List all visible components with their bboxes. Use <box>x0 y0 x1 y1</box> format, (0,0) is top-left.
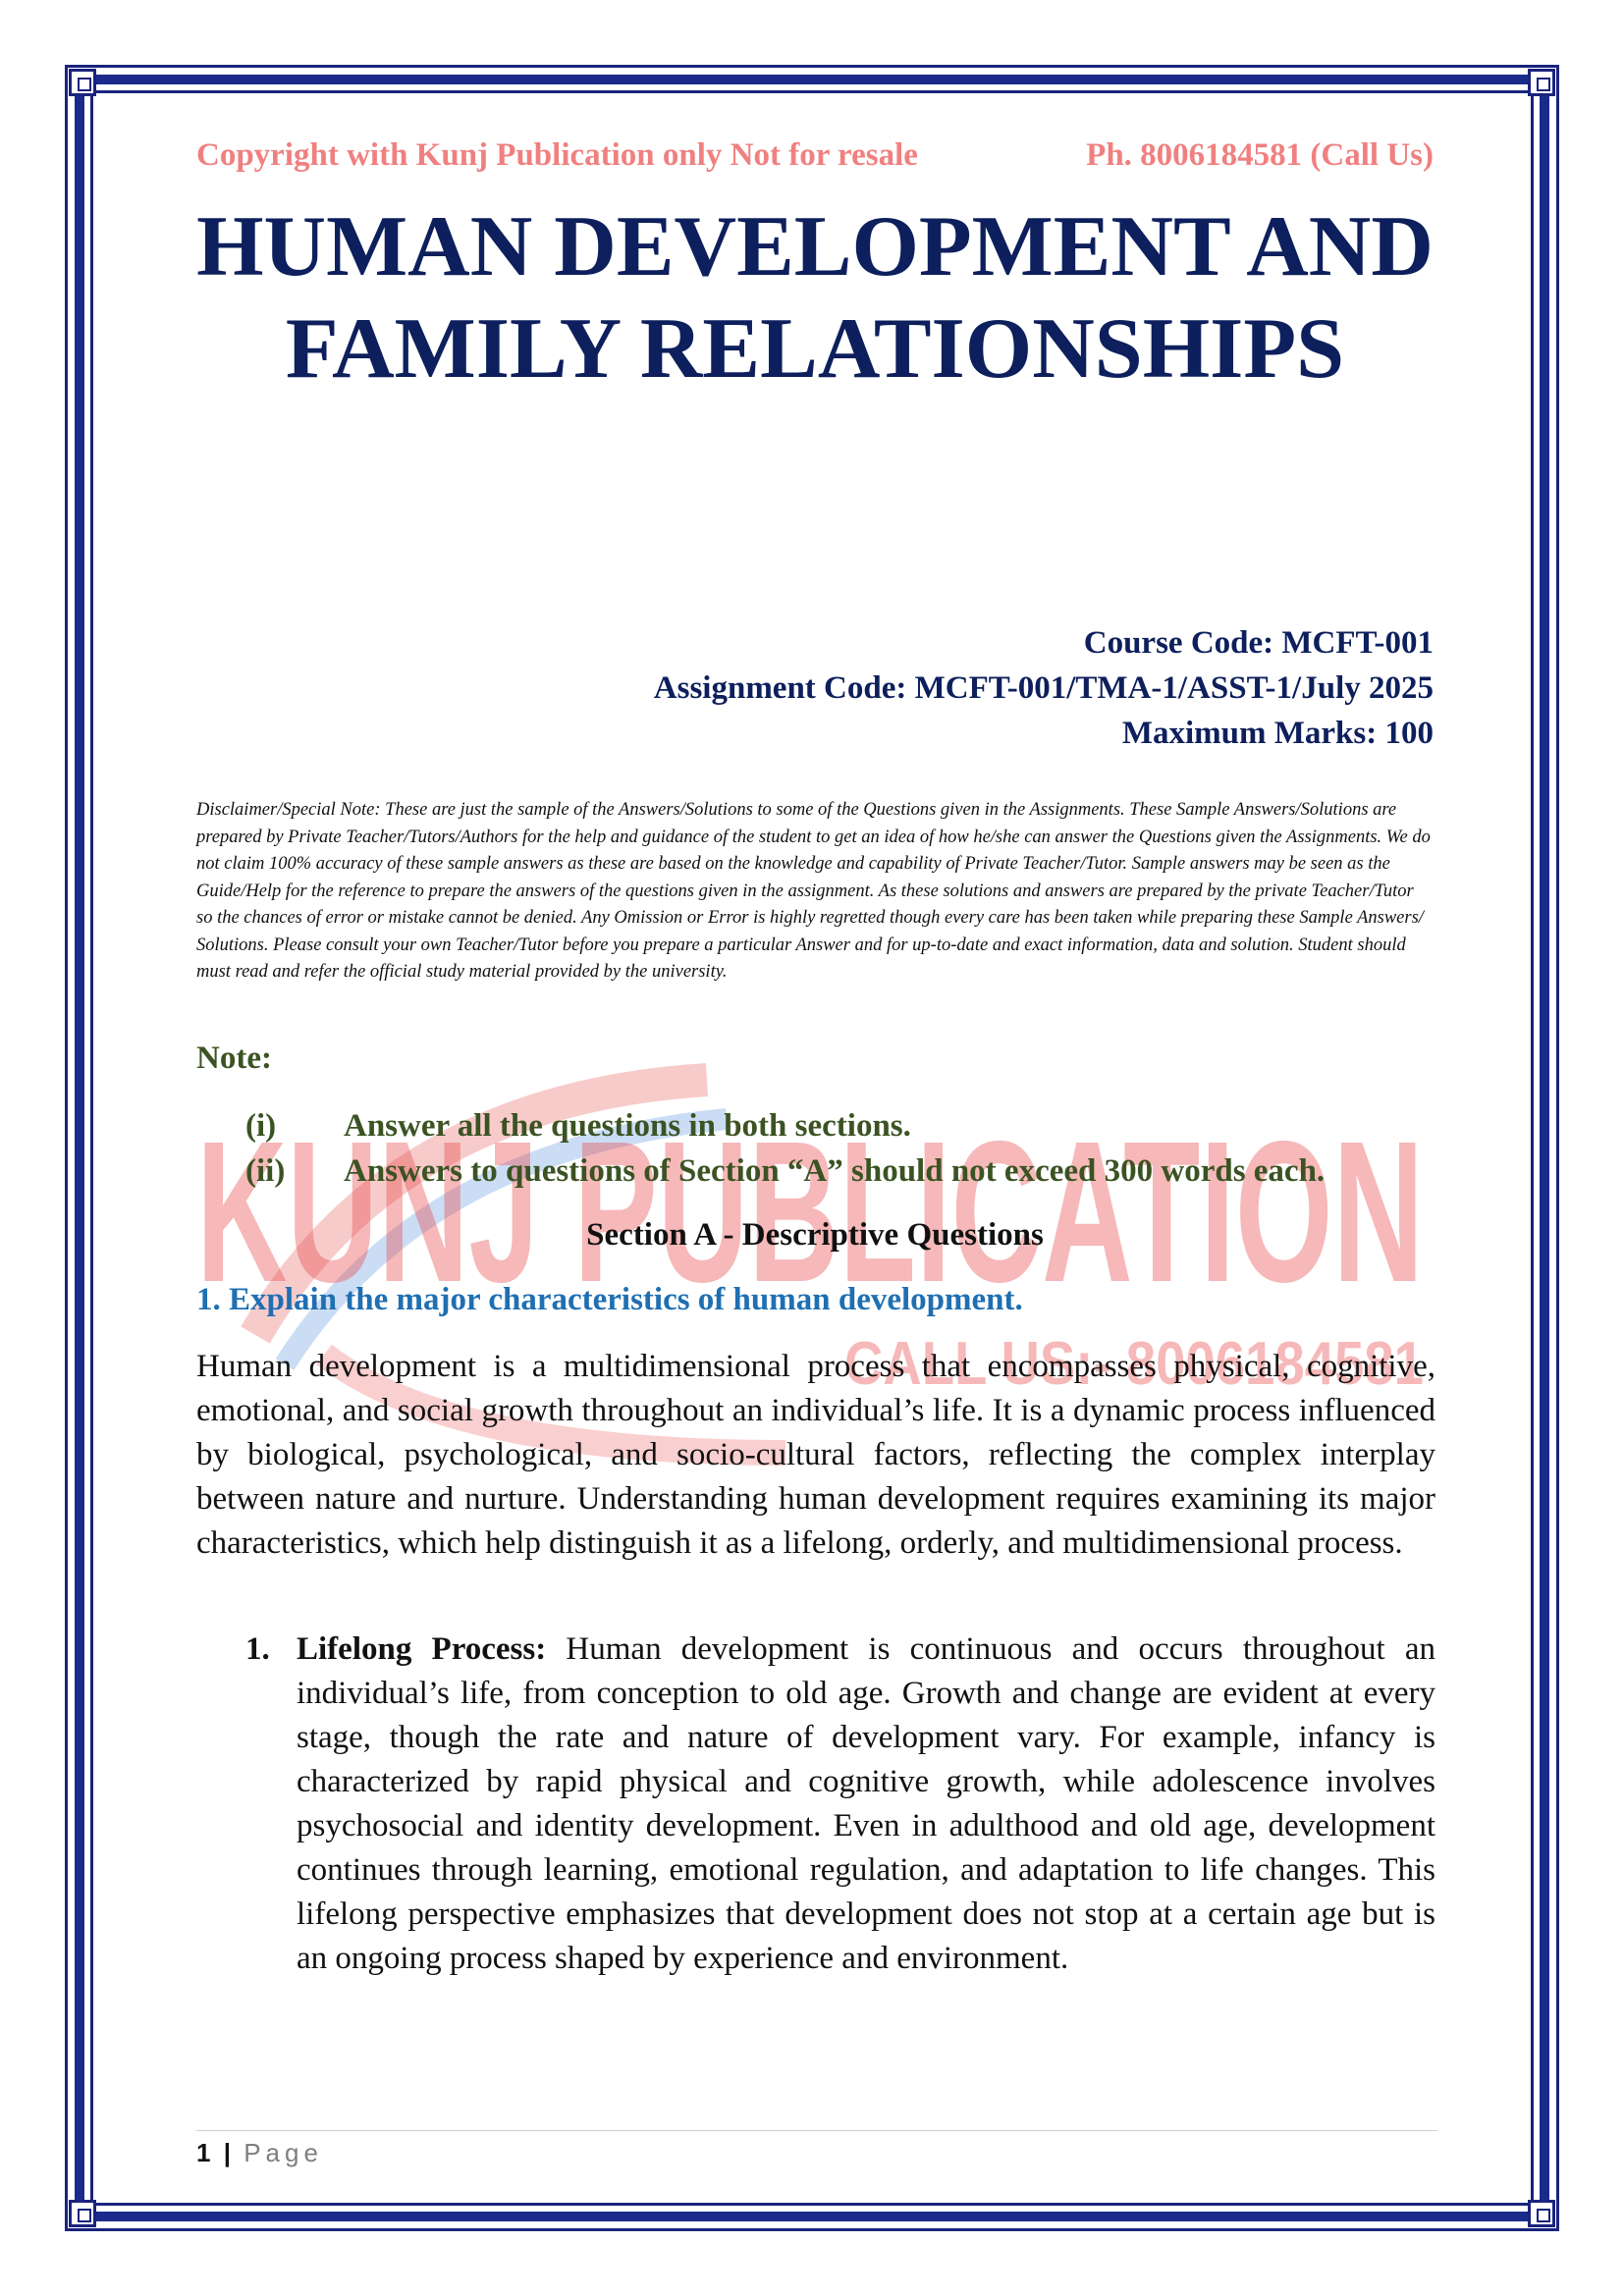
disclaimer-note: Disclaimer/Special Note: These are just the sample of the Answers/Solutions to some of the Questions given in the Assignments. These Sample Answers/Solutions are prepared by Private Teacher/Tutors/Authors for the help and guidance of the student to get an idea of how he/she can answer the Questions given the Assignments. We do not claim 100% accuracy of these sample answers as these are based on the knowledge and capability of Private Teacher/Tutor. Sample answers may be seen as the Guide/Help for the reference to prepare the answers of the questions given in the assignment. As these solutions and answers are prepared by the private Teacher/Tutor so the chances of error or mistake cannot be denied. Any Omission or Error is highly regretted though every care has been taken while preparing these Sample Answers/ Solutions. Please consult your own Teacher/Tutor before you prepare a particular Answer and for up-to-date and exact information, data and solution. Student should must read and refer the official study material provided by the university. <box>196 800 1431 982</box>
footer-divider <box>196 2130 1437 2131</box>
list-item-heading: Lifelong Process: <box>297 1631 547 1667</box>
watermark-call-text: CALL US:- 8006184581 <box>844 1330 1424 1398</box>
page-footer <box>196 2138 323 2168</box>
intro-paragraph: Human development is a multidimensional process that encompasses physical, cognitive, emotional, and social growth throughout an individual’s life. It is a dynamic process influenced by biological, psychological, and socio-cultural factors, reflecting the complex interplay between nature and nurture. Understanding human development requires examining its major characteristics, which help distinguish it as a lifelong, orderly, and multidimensional process. <box>196 1349 1435 1561</box>
corner-ornament-top-right <box>1528 69 1555 96</box>
corner-ornament-bottom-right <box>1528 2200 1555 2227</box>
list-item-text: Human development is continuous and occurs throughout an individual’s life, from conception to old age. Growth and change are evident at every stage, though the rate and nature of development vary. For example, infancy is characterized by rapid physical and cognitive growth, while adolescence involves psychosocial and identity development. Even in adulthood and old age, development continues through learning, emotional regulation, and adaptation to life changes. This lifelong perspective emphasizes that development does not stop at a certain age but is an ongoing process shaped by experience and environment. <box>297 1631 1435 1976</box>
note-title: Note: <box>196 1041 272 1076</box>
watermark-brand-text: KUNJ PUBLICATION <box>196 1099 1424 1324</box>
list-item-number: 1. <box>245 1631 270 1667</box>
course-code: Course Code: MCFT-001 <box>1083 625 1434 661</box>
corner-ornament-bottom-left <box>69 2200 96 2227</box>
course-codes <box>654 620 1434 756</box>
phone-text: Ph. 8006184581 (Call Us) <box>1086 137 1434 173</box>
title-line-1: HUMAN DEVELOPMENT AND <box>196 199 1434 294</box>
maximum-marks: Maximum Marks: 100 <box>1121 716 1434 751</box>
title-line-2: FAMILY RELATIONSHIPS <box>285 301 1345 397</box>
page-number: 1 <box>196 2138 211 2167</box>
copyright-line <box>196 137 1434 174</box>
note-item <box>245 1148 1443 1194</box>
note-item-number: (ii) <box>245 1153 286 1189</box>
list-item-body <box>297 1628 1435 1981</box>
note-item-text: Answers to questions of Section “A” should not exceed 300 words each. <box>344 1153 1326 1189</box>
document-title <box>177 196 1453 400</box>
note-item <box>245 1103 1443 1148</box>
assignment-code: Assignment Code: MCFT-001/TMA-1/ASST-1/July 2025 <box>653 670 1434 706</box>
note-item-text: Answer all the questions in both sections. <box>344 1108 911 1144</box>
question-heading: 1. Explain the major characteristics of human development. <box>196 1282 1023 1317</box>
note-list <box>245 1103 1443 1194</box>
footer-separator: | <box>223 2138 231 2167</box>
note-item-number: (i) <box>245 1108 277 1144</box>
list-item <box>245 1628 1435 1981</box>
section-heading: Section A - Descriptive Questions <box>586 1217 1044 1253</box>
corner-ornament-top-left <box>69 69 96 96</box>
page-label: Page <box>244 2138 323 2167</box>
copyright-text: Copyright with Kunj Publication only Not for resale <box>196 137 918 173</box>
